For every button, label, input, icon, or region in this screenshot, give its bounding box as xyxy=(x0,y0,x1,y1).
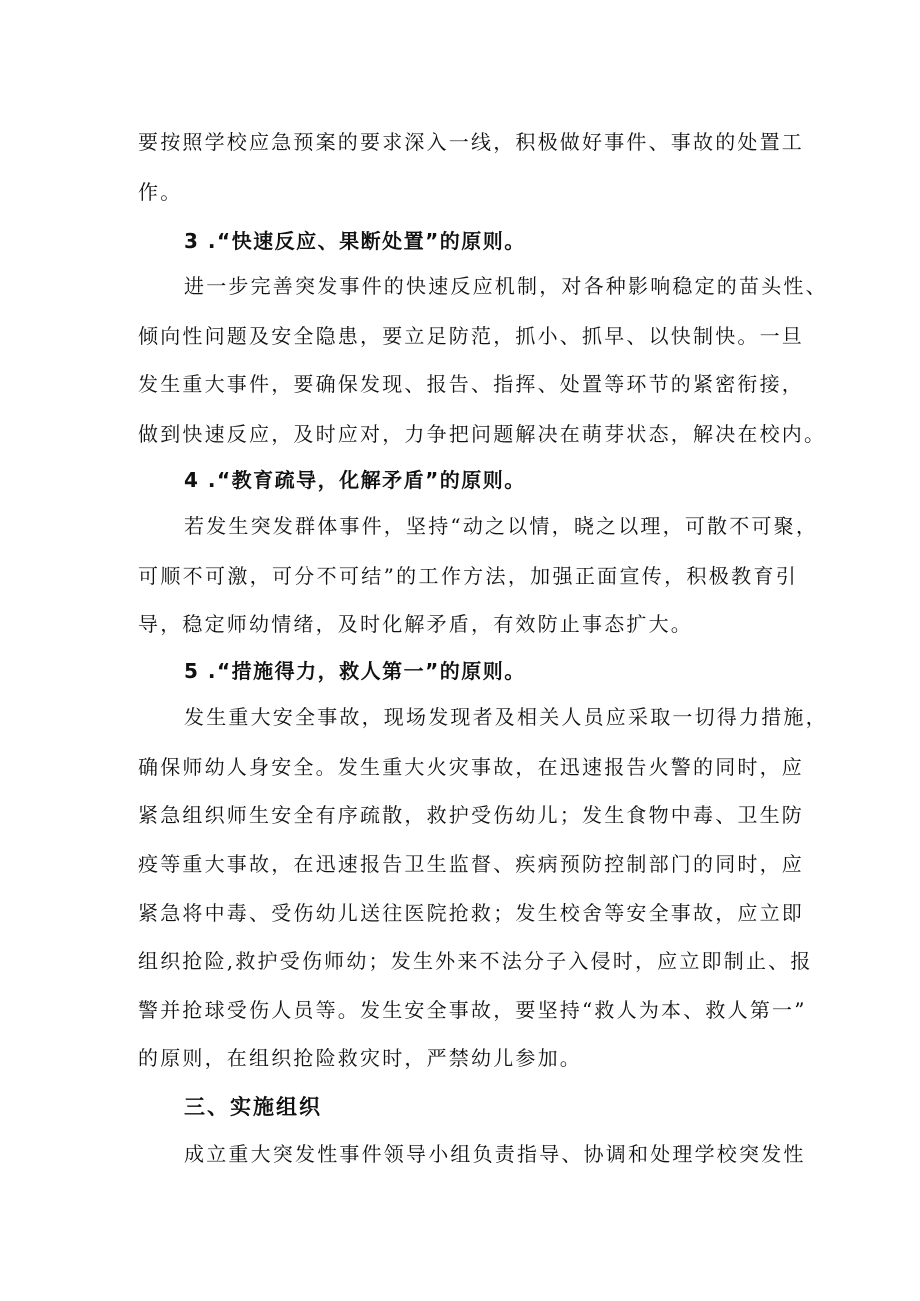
principle-5-line-4: 疫等重大事故，在迅速报告卫生监督、疾病预防控制部门的同时，应 xyxy=(138,852,804,876)
principle-3-line-4: 做到快速反应，及时应对，力争把问题解决在萌芽状态，解决在校内。 xyxy=(138,422,827,446)
principle-5-line-1: 发生重大安全事故，现场发现者及相关人员应采取一切得力措施， xyxy=(184,705,828,729)
principle-4-line-1: 若发生突发群体事件，坚持“动之以情，晓之以理，可散不可聚， xyxy=(184,514,819,538)
principle-4-line-3: 导，稳定师幼情绪，及时化解矛盾，有效防止事态扩大。 xyxy=(138,612,693,636)
principle-3-line-2: 倾向性问题及安全隐患，要立足防范，抓小、抓早、以快制快。一旦 xyxy=(138,324,804,348)
section-3-line-1: 成立重大突发性事件领导小组负责指导、协调和处理学校突发性 xyxy=(184,1142,806,1166)
principle-3-line-1: 进一步完善突发事件的快速反应机制，对各种影响稳定的苗头性、 xyxy=(184,274,828,298)
principle-5-line-8: 的原则，在组织抢险救灾时，严禁幼儿参加。 xyxy=(138,1046,582,1070)
principle-5-heading: 5 .“措施得力，救人第一”的原则。 xyxy=(184,659,526,683)
principle-5-line-5: 紧急将中毒、受伤幼儿送往医院抢救；发生校舍等安全事故，应立即 xyxy=(138,901,804,925)
intro-line-2: 作。 xyxy=(138,180,183,204)
principle-4-heading: 4 .“教育疏导，化解矛盾”的原则。 xyxy=(184,468,526,492)
principle-3-heading: 3 .“快速反应、果断处置”的原则。 xyxy=(184,229,526,253)
principle-5-line-7: 警并抢球受伤人员等。发生安全事故，要坚持“救人为本、救人第一” xyxy=(138,998,807,1022)
principle-5-line-6: 组织抢险,救护受伤师幼；发生外来不法分子入侵时，应立即制止、报 xyxy=(138,949,813,973)
intro-line-1: 要按照学校应急预案的要求深入一线，积极做好事件、事故的处置工 xyxy=(138,130,804,154)
principle-5-line-2: 确保师幼人身安全。发生重大火灾事故，在迅速报告火警的同时，应 xyxy=(138,755,804,779)
section-3-heading: 三、实施组织 xyxy=(184,1095,322,1119)
principle-3-line-3: 发生重大事件，要确保发现、报告、指挥、处置等环节的紧密衔接， xyxy=(138,372,804,396)
principle-4-line-2: 可顺不可激，可分不可结”的工作方法，加强正面宣传，积极教育引 xyxy=(138,564,798,588)
principle-5-line-3: 紧急组织师生安全有序疏散，救护受伤幼儿；发生食物中毒、卫生防 xyxy=(138,803,804,827)
